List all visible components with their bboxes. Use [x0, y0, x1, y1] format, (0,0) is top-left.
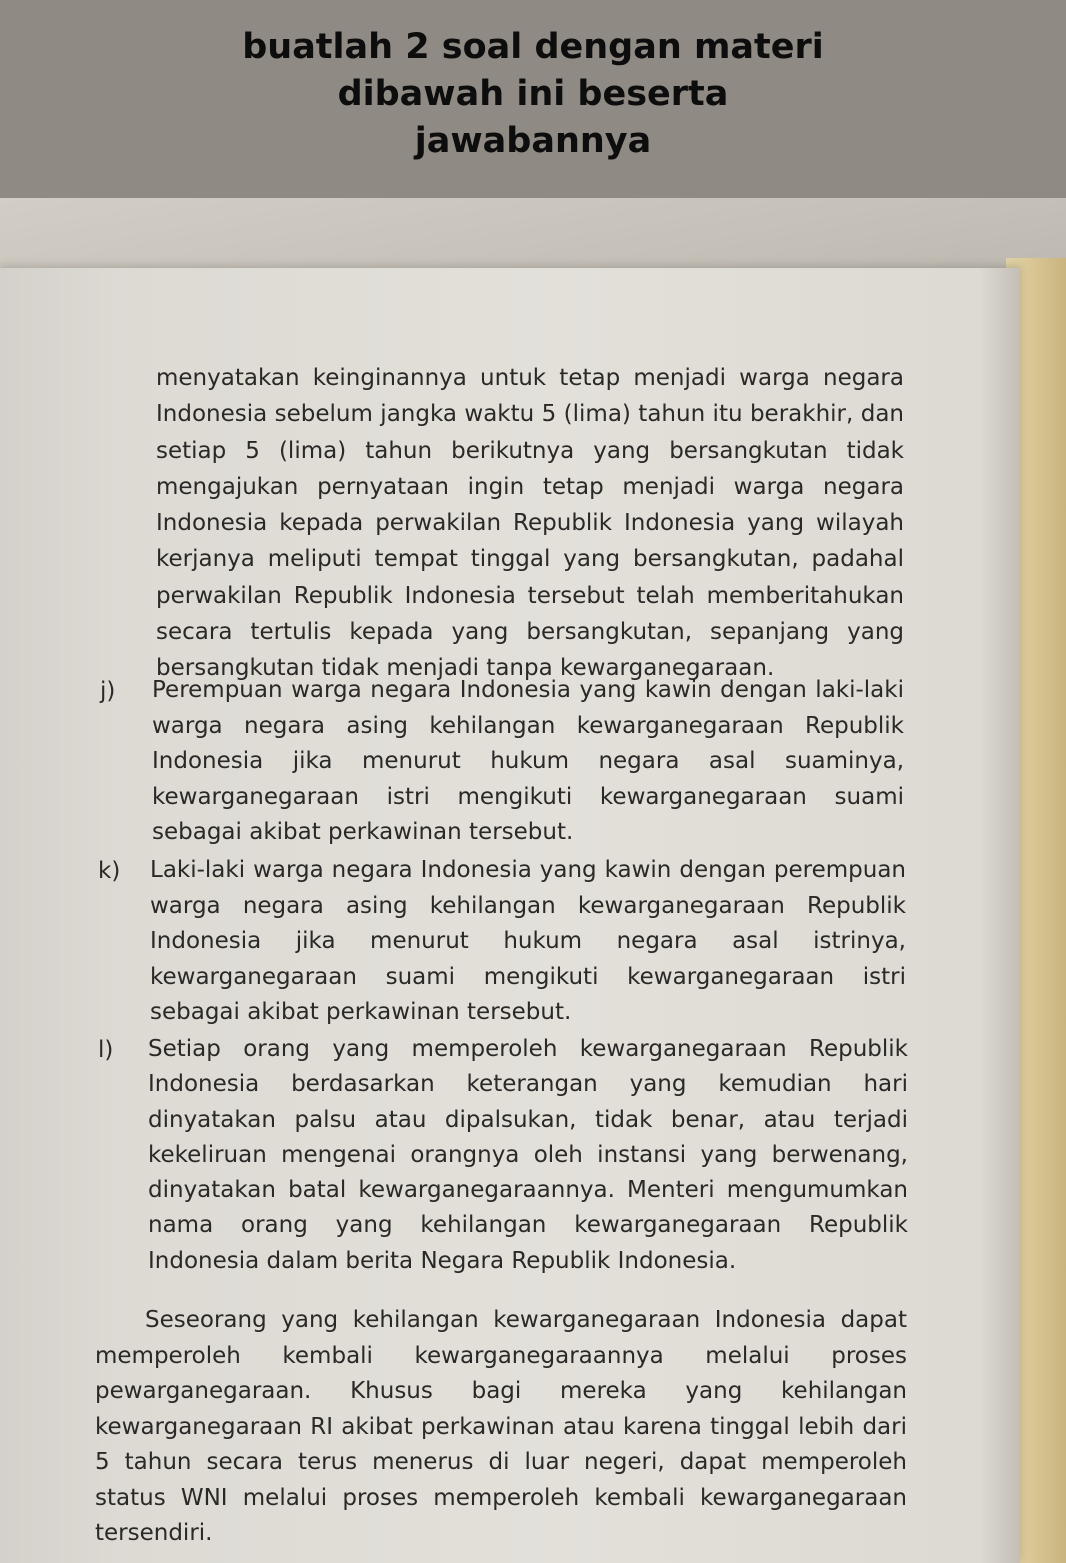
book-photo — [0, 198, 1066, 1563]
closing-paragraph: Seseorang yang kehilangan kewarganegaraan Indonesia dapat memperoleh kembali kewarganegaraannya melalui proses pewarganegaraan. Khusus bagi mereka yang kehilangan kewarganegaraan RI akibat perkawinan atau karena tinggal lebih dari 5 tahun secara terus menerus di luar negeri, dapat memperoleh status WNI melalui proses memperoleh kembali kewarganegaraan tersendiri. — [95, 1307, 907, 1546]
item-j-text: Perempuan warga negara Indonesia yang kawin dengan laki-laki warga negara asing kehilangan kewarganegaraan Republik Indonesia jika menurut hukum negara asal suaminya, kewarganegaraan istri mengikuti kewarganegaraan suami sebagai akibat perkawinan tersebut. — [152, 677, 904, 845]
caption-banner — [0, 0, 1066, 198]
book-page — [0, 268, 1020, 1563]
item-k-marker: k) — [98, 858, 121, 884]
item-l-marker: l) — [98, 1037, 114, 1063]
item-l-text: Setiap orang yang memperoleh kewarganegaraan Republik Indonesia berdasarkan keterangan yang kemudian hari dinyatakan palsu atau dipalsukan, tidak benar, atau terjadi kekeliruan mengenai orangnya oleh instansi yang berwenang, dinyatakan batal kewarganegaraannya. Menteri mengumumkan nama orang yang kehilangan kewarganegaraan Republik Indonesia dalam berita Negara Republik Indonesia. — [148, 1036, 908, 1274]
item-i-continuation: menyatakan keinginannya untuk tetap menjadi warga negara Indonesia sebelum jangka waktu 5 (lima) tahun itu berakhir, dan setiap 5 (lima) tahun berikutnya yang bersangkutan tidak mengajukan pernyataan ingin tetap menjadi warga negara Indonesia kepada perwakilan Republik Indonesia yang wilayah kerjanya meliputi tempat tinggal yang bersangkutan, padahal perwakilan Republik Indonesia tersebut telah memberitahukan secara tertulis kepada yang bersangkutan, sepanjang yang bersangkutan tidak menjadi tanpa kewarganegaraan. — [156, 365, 904, 682]
item-k-text: Laki-laki warga negara Indonesia yang kawin dengan perempuan warga negara asing kehilangan kewarganegaraan Republik Indonesia jika menurut hukum negara asal istrinya, kewarganegaraan suami mengikuti kewarganegaraan istri sebagai akibat perkawinan tersebut. — [150, 857, 906, 1025]
caption-text: buatlah 2 soal dengan materi dibawah ini beserta jawabannya — [242, 27, 824, 161]
item-j-marker: j) — [100, 678, 116, 704]
